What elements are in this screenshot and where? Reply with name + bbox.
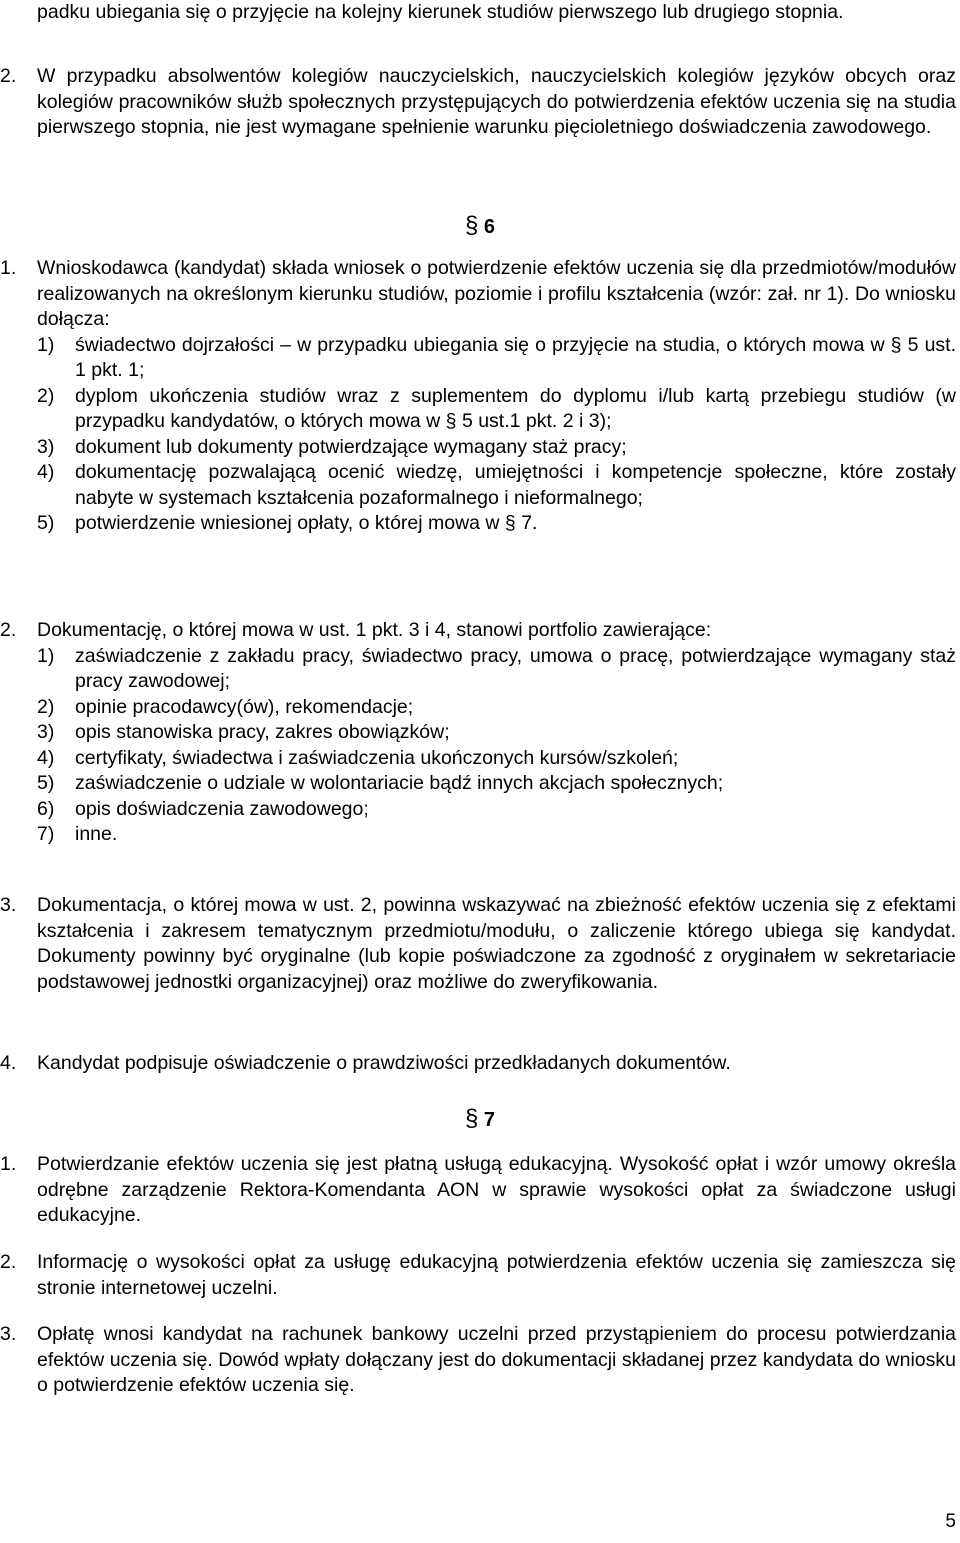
s7-paragraph-1 [0,1152,956,1229]
s6-paragraph-3 [0,893,956,995]
list-item [37,822,956,848]
list-item [37,771,956,797]
item-number: 7) [37,823,55,845]
section-symbol: § [464,1105,479,1132]
item-number: 5) [37,512,55,534]
item-number: 4) [37,461,55,483]
item-text: opis stanowiska pracy, zakres obowiązków; [75,721,450,743]
paragraph-number: 3. [0,894,17,916]
paragraph-text: Dokumentacja, o której mowa w ust. 2, powinna wskazywać na zbieżność efektów uczenia się z efektami kształcenia i zakresem tematycznym przedmiotu/modułu, o zaliczenie którego ubiega się kandydat. Dokumenty powinny być oryginalne (lub kopie poświadczone za zgodność z oryginałem w sekretariacie podstawowej jednostki organizacyjnej) oraz możliwe do zweryfikowania. [37,894,956,993]
paragraph-text: Informację o wysokości opłat za usługę edukacyjną potwierdzenia efektów uczenia się zamieszcza się stronie internetowej uczelni. [37,1251,956,1299]
list-item [37,460,956,511]
section-number: 6 [483,216,496,238]
s6-paragraph-4 [0,1051,956,1077]
item-number: 6) [37,797,55,820]
paragraph-text: Dokumentację, o której mowa w ust. 1 pkt. 3 i 4, stanowi portfolio zawierające: [37,619,712,641]
section-number: 7 [483,1109,496,1131]
page-number: 5 [945,1511,956,1532]
item-text: opis doświadczenia zawodowego; [75,797,369,820]
item-number: 2) [37,695,55,718]
item-number: 4) [37,746,55,769]
paragraph-number: 4. [0,1052,17,1074]
s6-p2-list [37,644,956,848]
item-number: 1) [37,333,55,356]
item-text: zaświadczenie o udziale w wolontariacie bądź innych akcjach społecznych; [75,772,724,794]
list-item [37,720,956,746]
item-text: potwierdzenie wniesionej opłaty, o której mowa w § 7. [75,512,538,534]
item-text: dokument lub dokumenty potwierdzające wymagany staż pracy; [75,435,627,458]
item-text: dyplom ukończenia studiów wraz z suplementem do dyplomu i/lub kartą przebiegu studiów (w przypadku kandydatów, o których mowa w § 5 ust.1 pkt. 2 i 3); [75,384,956,432]
item-text: inne. [75,823,118,845]
s6-p1-list [37,333,956,537]
paragraph-number: 1. [0,257,17,279]
item-number: 2) [37,384,55,407]
list-item [37,333,956,384]
list-item [37,435,956,461]
section-6-heading [0,213,960,241]
item-text: opinie pracodawcy(ów), rekomendacje; [75,695,414,718]
paragraph-text: W przypadku absolwentów kolegiów nauczycielskich, nauczycielskich kolegiów języków obcych oraz kolegiów pracowników służb społecznych przystępujących do potwierdzenia efektów uczenia się na studia pierwszego stopnia, nie jest wymagane spełnienie warunku pięcioletniego doświadczenia zawodowego. [37,65,956,138]
s6-paragraph-2 [0,618,956,848]
paragraph-2 [0,64,956,141]
section-symbol: § [464,212,479,239]
intro-continuation: padku ubiegania się o przyjęcie na kolejny kierunek studiów pierwszego lub drugiego stopnia. [37,1,844,23]
list-item [37,384,956,435]
list-item [37,695,956,721]
item-text: zaświadczenie z zakładu pracy, świadectwo pracy, umowa o pracę, potwierdzające wymagany staż pracy zawodowej; [75,644,956,692]
item-text: certyfikaty, świadectwa i zaświadczenia ukończonych kursów/szkoleń; [75,746,679,769]
list-item [37,644,956,695]
s6-paragraph-1 [0,256,956,537]
section-7-heading [0,1106,960,1134]
list-item [37,511,956,537]
s7-paragraph-3 [0,1322,956,1399]
item-number: 3) [37,721,55,743]
item-number: 3) [37,435,55,458]
item-number: 5) [37,772,55,794]
paragraph-number: 1. [0,1153,17,1175]
paragraph-number: 2. [0,1251,17,1273]
list-item [37,797,956,823]
list-item [37,746,956,772]
s7-paragraph-2 [0,1250,956,1301]
paragraph-text: Kandydat podpisuje oświadczenie o prawdziwości przedkładanych dokumentów. [37,1052,731,1074]
paragraph-number: 3. [0,1323,17,1345]
item-text: świadectwo dojrzałości – w przypadku ubiegania się o przyjęcie na studia, o których mowa w § 5 ust. 1 pkt. 1; [75,333,956,381]
paragraph-text: Potwierdzanie efektów uczenia się jest płatną usługą edukacyjną. Wysokość opłat i wzór umowy określa odrębne zarządzenie Rektora-Komendanta AON w sprawie wysokości opłat za świadczone usługi edukacyjne. [37,1153,956,1226]
paragraph-text: Wnioskodawca (kandydat) składa wniosek o potwierdzenie efektów uczenia się dla przedmiotów/modułów realizowanych na określonym kierunku studiów, poziomie i profilu kształcenia (wzór: zał. nr 1). Do wniosku dołącza: [37,257,956,330]
item-text: dokumentację pozwalającą ocenić wiedzę, umiejętności i kompetencje społeczne, które zostały nabyte w systemach kształcenia pozaformalnego i nieformalnego; [75,461,956,509]
paragraph-text: Opłatę wnosi kandydat na rachunek bankowy uczelni przed przystąpieniem do procesu potwierdzania efektów uczenia się. Dowód wpłaty dołączany jest do dokumentacji składanej przez kandydata do wniosku o potwierdzenie efektów uczenia się. [37,1323,956,1396]
paragraph-number: 2. [0,619,17,641]
paragraph-number: 2. [0,65,17,87]
item-number: 1) [37,644,55,667]
